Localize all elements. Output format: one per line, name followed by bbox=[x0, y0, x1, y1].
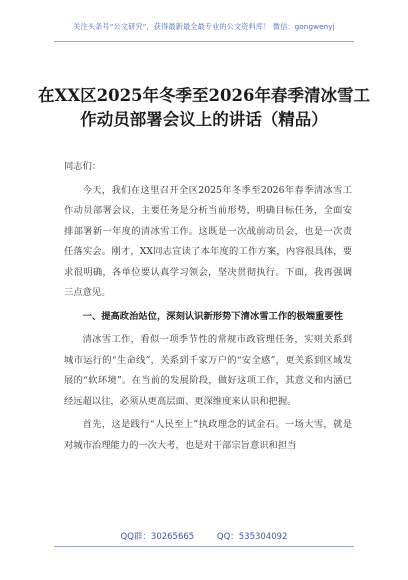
salutation: 同志们： bbox=[64, 161, 102, 172]
title-line-2: 作动员部署会议上的讲话（精品） bbox=[80, 110, 328, 129]
footer-qq-number: QQ：535304092 bbox=[216, 532, 288, 542]
document-body bbox=[64, 157, 352, 459]
paragraph-section1: 清冰雪工作，看似一项季节性的常规市政管理任务，实则关系到城市运行的“生命线”，关系到千家万户的“安全感”，更关系到区域发展的“软环境”。在当前的发展阶段，做好这项工作，其意义和内涵已经远超以往，必须从更高层面、更深维度来认识和把握。 bbox=[64, 334, 352, 407]
footer-qq-group: QQ群：30265665 bbox=[120, 532, 195, 542]
paragraph-firstly: 首先，这是践行“人民至上”执政理念的试金石。一场大雪，就是对城市治理能力的一次大考，也是对干部宗旨意识和担当 bbox=[64, 419, 352, 451]
footer-divider bbox=[54, 546, 354, 547]
section-heading-1: 一、提高政治站位，深刻认识新形势下清冰雪工作的极端重要性 bbox=[82, 310, 343, 322]
title-line-1: 在XX区2025年冬季至2026年春季清冰雪工 bbox=[38, 86, 370, 105]
header-divider bbox=[54, 41, 354, 42]
paragraph-intro: 今天，我们在这里召开全区2025年冬季至2026年春季清冰雪工作动员部署会议，主要任务是分析当前形势，明确目标任务，全面安排部署新一年度的清冰雪工作。这既是一次战前动员会，也是一次责任落实会。刚才，XX同志宣读了本年度的工作方案，内容很具体，要求很明确，各单位要认真学习领会，坚决贯彻执行。下面，我再强调三点意见。 bbox=[64, 184, 352, 298]
footer-contact bbox=[0, 530, 408, 542]
document-title bbox=[38, 84, 370, 132]
header-banner: 关注头条号“公文研究”，获得最新最全最专业的公文资料库！ 微信：gongwenyj bbox=[73, 22, 335, 31]
